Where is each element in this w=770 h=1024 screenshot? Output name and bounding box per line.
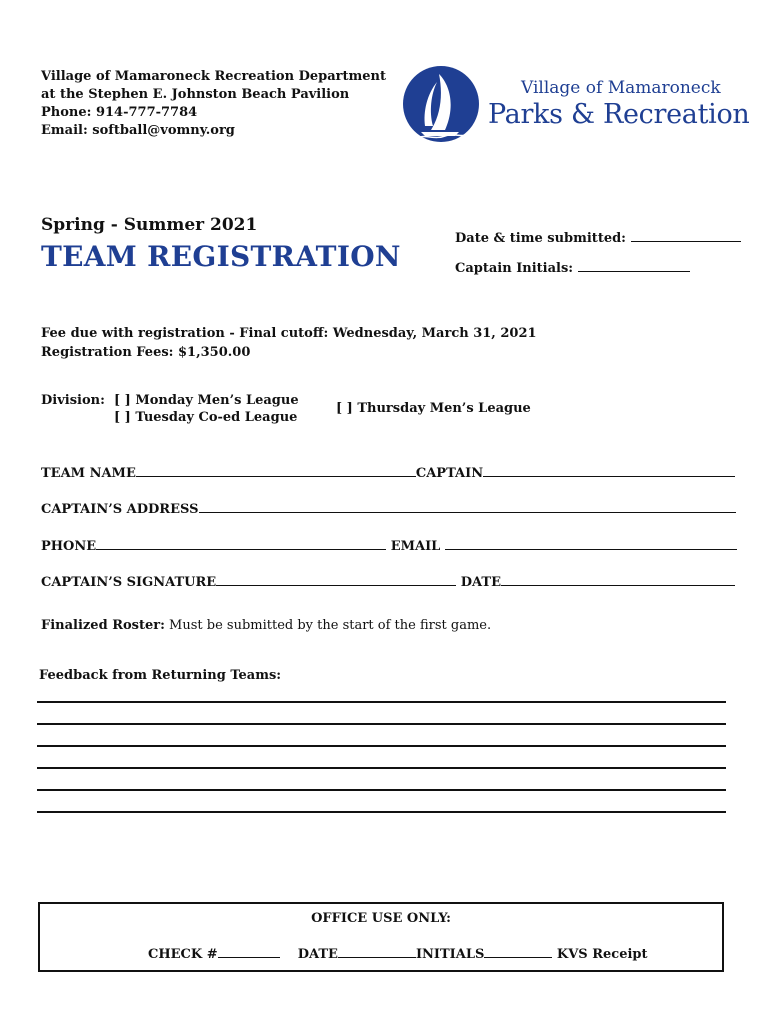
logo-village-text: Village of Mamaroneck [521, 78, 721, 98]
feedback-label: Feedback from Returning Teams: [39, 668, 282, 683]
office-date-label: DATE [297, 947, 338, 962]
finalized-roster-text: Must be submitted by the start of the first game. [164, 618, 492, 633]
department-name: Village of Mamaroneck Recreation Department [41, 69, 386, 84]
registration-fees: Registration Fees: $1,350.00 [41, 345, 251, 360]
email-label: EMAIL [390, 539, 441, 554]
finalized-roster-note [41, 618, 491, 633]
office-use-row [148, 946, 648, 962]
sailboat-icon [401, 64, 481, 144]
date-time-field[interactable] [631, 230, 741, 242]
captain-initials-label: Captain Initials: [455, 261, 574, 276]
date-field[interactable] [501, 574, 735, 586]
kvs-receipt-label: KVS Receipt [556, 947, 648, 962]
contact-info [41, 68, 386, 140]
fee-cutoff: Fee due with registration - Final cutoff: Wednesday, March 31, 2021 [41, 326, 537, 341]
office-use-box [38, 902, 724, 972]
captain-address-label: CAPTAIN’S ADDRESS [41, 502, 199, 517]
phone-number: Phone: 914-777-7784 [41, 105, 198, 120]
captain-field[interactable] [483, 465, 735, 477]
logo-parks-text: Parks & Recreation [488, 99, 750, 130]
finalized-roster-label: Finalized Roster: [41, 618, 165, 633]
division-option-tuesday[interactable]: [ ] Tuesday Co-ed League [114, 410, 298, 425]
team-name-label: TEAM NAME [41, 466, 136, 481]
office-initials-field[interactable] [484, 946, 552, 958]
division-option-monday[interactable]: [ ] Monday Men’s League [114, 393, 299, 408]
captain-signature-label: CAPTAIN’S SIGNATURE [41, 575, 217, 590]
feedback-line[interactable] [37, 745, 726, 747]
phone-field[interactable] [96, 538, 386, 550]
office-date-field[interactable] [338, 946, 416, 958]
captain-address-field[interactable] [199, 501, 736, 513]
signature-date-row [41, 574, 735, 590]
captain-signature-field[interactable] [216, 574, 456, 586]
page-title: TEAM REGISTRATION [41, 240, 401, 273]
date-label: DATE [460, 575, 501, 590]
captain-initials [455, 260, 690, 276]
feedback-line[interactable] [37, 789, 726, 791]
feedback-line[interactable] [37, 723, 726, 725]
phone-label: PHONE [41, 539, 97, 554]
office-use-title: OFFICE USE ONLY: [311, 911, 451, 926]
phone-email-row [41, 538, 737, 554]
captain-label: CAPTAIN [415, 466, 484, 481]
office-initials-label: INITIALS [415, 947, 485, 962]
fees-info [41, 324, 537, 362]
email-field[interactable] [445, 538, 737, 550]
division-option-thursday[interactable]: [ ] Thursday Men’s League [336, 401, 531, 416]
date-time-submitted [455, 230, 741, 246]
email-address: Email: softball@vomny.org [41, 123, 235, 138]
captain-initials-field[interactable] [578, 260, 690, 272]
season-label: Spring - Summer 2021 [41, 215, 258, 235]
feedback-line[interactable] [37, 767, 726, 769]
feedback-line[interactable] [37, 701, 726, 703]
check-number-field[interactable] [218, 946, 280, 958]
team-name-field[interactable] [136, 465, 416, 477]
pavilion-location: at the Stephen E. Johnston Beach Pavilion [41, 87, 350, 102]
captain-address-row [41, 501, 736, 517]
check-number-label: CHECK # [148, 947, 218, 962]
division-label: Division: [41, 393, 105, 408]
date-time-label: Date & time submitted: [455, 231, 626, 246]
feedback-line[interactable] [37, 811, 726, 813]
team-name-row [41, 465, 735, 481]
